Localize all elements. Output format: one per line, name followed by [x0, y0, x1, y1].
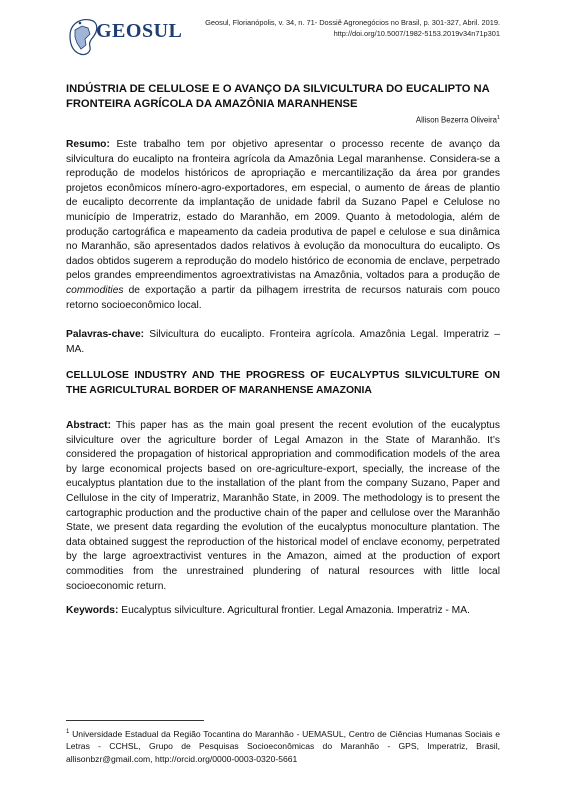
- geosul-logo: [66, 14, 183, 60]
- keywords-text: Eucalyptus silviculture. Agricultural frontier. Legal Amazonia. Imperatriz - MA.: [118, 605, 470, 616]
- resumo-paragraph: [66, 138, 500, 313]
- author-footnote-mark: 1: [496, 115, 500, 121]
- article-author: [416, 115, 500, 125]
- footnote-rule: [66, 720, 204, 721]
- resumo-italic-term: commodities: [66, 284, 124, 296]
- footnote-text: Universidade Estadual da Região Tocantina do Maranhão - UEMASUL, Centro de Ciências Humanas Sociais e Letras - CCHSL, Grupo de Pesquisas Socioeconômicas do Maranhão - GPS, Imperatriz, Brasil, allisonbzr@gmail.com, http://orcid.org/0000-0003-0320-5661: [66, 728, 500, 764]
- palavras-chave-text: Silvicultura do eucalipto. Fronteira agrícola. Amazônia Legal. Imperatriz – MA.: [66, 329, 500, 355]
- abstract-label: Abstract:: [66, 420, 111, 431]
- keywords-label: Keywords:: [66, 605, 119, 616]
- palavras-chave-paragraph: [66, 328, 500, 357]
- author-name: Allison Bezerra Oliveira: [415, 115, 497, 125]
- running-head: [170, 18, 500, 39]
- running-head-doi: http://doi.org/10.5007/1982-5153.2019v34n71p301: [333, 28, 500, 38]
- footnote-mark: 1: [66, 729, 70, 735]
- footnote: [66, 726, 500, 765]
- english-title: CELLULOSE INDUSTRY AND THE PROGRESS OF EUCALYPTUS SILVICULTURE ON THE AGRICULTURAL BORDER OF MARANHENSE AMAZONIA: [66, 370, 500, 396]
- resumo-text-2: de exportação a partir da pilhagem irrestrita de recursos naturais com pouco retorno socioeconômico local.: [66, 284, 500, 311]
- running-head-citation: Geosul, Florianópolis, v. 34, n. 71- Dossiê Agronegócios no Brasil, p. 301-327, Abril. 2019.: [205, 18, 500, 27]
- article-title: INDÚSTRIA DE CELULOSE E O AVANÇO DA SILVICULTURA DO EUCALIPTO NA FRONTEIRA AGRÍCOLA DA AMAZÔNIA MARANHENSE: [66, 83, 490, 110]
- abstract-paragraph: [66, 419, 500, 594]
- palavras-chave-label: Palavras-chave:: [66, 329, 145, 340]
- abstract-text: This paper has as the main goal present the recent evolution of the eucalyptus silviculture over the agriculture border of Legal Amazon in the State of Maranhão. It’s considered the propagation of historical appropriation and commodification models of the area by large economical projects based on ore-agriculture-export, specially, the increase of the eucalyptus plantation due to the installation of the plant from the company Suzano, Paper and Cellulose in the city of Imperatriz, Maranhão State, in 2009. The methodology is to present the cartographic production and the productive chain of the paper and cellulose over the Maranhão State, we present data regarding the evolution of the eucalyptus monoculture plantation. The data obtained suggest the reproduction of the historical model of enclave economy, perpetrated by the large agroextractivist ventures in the Amazon, aimed at the production of export commodities from the unrestrained plundering of natural resources with little local socioeconomic return.: [66, 420, 500, 592]
- resumo-label: Resumo:: [66, 139, 110, 150]
- resumo-text-1: Este trabalho tem por objetivo apresentar o processo recente de avanço da silvicultura do eucalipto na fronteira agrícola da Amazônia Legal maranhense. Considera-se a reprodução de modelos históricos de apropriação e mercantilização da área por grandes projetos econômicos mínero-agro-exportadores, em especial, o aumento de áreas de plantio de eucalipto decorrente da implantação de unidade fabril da Suzano Papel e Celulose no município de Imperatriz, estado do Maranhão, em 2009. Quanto à metodologia, além de produção cartográfica e mapeamento da cadeia produtiva de papel e celulose e sua dinâmica no Maranhão, são apresentados dados relativos à evolução da monocultura do eucalipto. Os dados obtidos sugerem a reprodução do modelo histórico de economia de enclave, perpetrado pelos grandes empreendimentos agroextrativistas na Amazônia, voltados para a produção de: [66, 139, 500, 282]
- keywords-paragraph: [66, 604, 500, 619]
- logo-wordmark: GEOSUL: [96, 20, 183, 42]
